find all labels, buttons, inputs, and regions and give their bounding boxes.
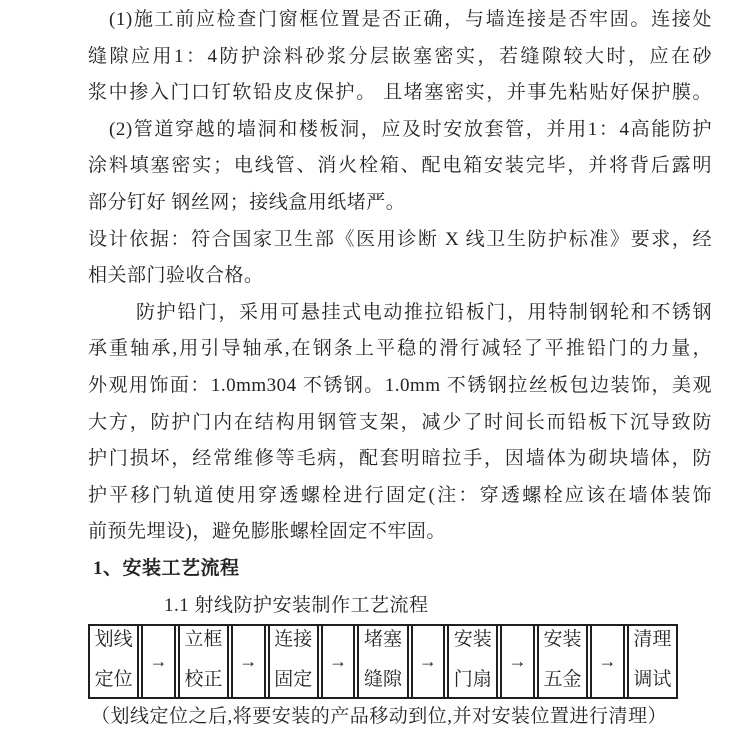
flow-step-cell (359, 626, 412, 697)
section-heading: 1、安装工艺流程 (93, 557, 240, 579)
flow-step-text: 门扇 (453, 669, 492, 691)
flow-step-text: 划线 (94, 629, 133, 651)
text-line: 护平移门轨道使用穿透螺栓进行固定(注：穿透螺栓应该在墙体装饰 (88, 484, 712, 506)
flow-step-text: 校正 (184, 669, 223, 691)
process-flow-table (88, 624, 678, 699)
flow-step-cell (449, 626, 502, 697)
flow-arrow-icon: → (592, 626, 629, 697)
text-line: 涂料填塞密实；电线管、消火栓箱、配电箱安装完毕，并将背后露明 (88, 155, 712, 177)
flow-step-cell (539, 626, 592, 697)
flow-step-text: 安装 (453, 629, 492, 651)
text-line: 设计依据：符合国家卫生部《医用诊断 X 线卫生防护标准》要求，经 (88, 228, 712, 250)
flow-step-text: 调试 (633, 669, 672, 691)
text-line: 前预先埋设)，避免膨胀螺栓固定不牢固。 (88, 521, 446, 543)
flow-step-text: 定位 (94, 669, 133, 691)
text-line: 缝隙应用1：4防护涂料砂浆分层嵌塞密实，若缝隙较大时，应在砂 (88, 45, 712, 67)
subsection-heading: 1.1 射线防护安装制作工艺流程 (164, 594, 429, 616)
flow-step-text: 清理 (633, 629, 672, 651)
flow-arrow-icon: → (413, 626, 450, 697)
text-line: 护门损坏，经常维修等毛病，配套明暗拉手，因墙体为砌块墙体，防 (88, 448, 712, 470)
flow-step-cell (180, 626, 233, 697)
text-line: 防护铅门，采用可悬挂式电动推拉铅板门，用特制钢轮和不锈钢 (136, 301, 712, 323)
text-line: 相关部门验收合格。 (88, 265, 264, 287)
text-line: 承重轴承,用引导轴承,在钢条上平稳的滑行减轻了平推铅门的力量， (88, 338, 712, 360)
flow-arrow-icon: → (323, 626, 360, 697)
text-line: (2)管道穿越的墙洞和楼板洞，应及时安放套管，并用1：4高能防护 (109, 118, 712, 140)
flow-step-cell (270, 626, 323, 697)
text-line: 外观用饰面：1.0mm304 不锈钢。1.0mm 不锈钢拉丝板包边装饰，美观 (88, 374, 712, 396)
flow-step-text: 立框 (184, 629, 223, 651)
table-caption: （划线定位之后,将要安装的产品移动到位,并对安装位置进行清理） (91, 706, 668, 728)
flow-step-text: 缝隙 (363, 669, 402, 691)
flow-arrow-icon: → (502, 626, 539, 697)
flow-step-cell (629, 626, 676, 697)
flow-step-cell (90, 626, 143, 697)
flow-step-text: 连接 (274, 629, 313, 651)
flow-step-text: 固定 (274, 669, 313, 691)
text-line: (1)施工前应检查门窗框位置是否正确，与墙连接是否牢固。连接处 (109, 9, 712, 30)
flow-step-text: 堵塞 (363, 629, 402, 651)
text-line: 大方，防护门内在结构用钢管支架，减少了时间长而铅板下沉导致防 (88, 411, 712, 433)
flow-step-text: 安装 (543, 629, 582, 651)
text-line: 浆中掺入门口钉软铅皮皮保护。 且堵塞密实，并事先粘贴好保护膜。 (88, 82, 712, 104)
flow-step-text: 五金 (543, 669, 582, 691)
flow-arrow-icon: → (143, 626, 180, 697)
text-line: 部分钉好 钢丝网；接线盒用纸堵严。 (88, 191, 406, 213)
flow-arrow-icon: → (233, 626, 270, 697)
